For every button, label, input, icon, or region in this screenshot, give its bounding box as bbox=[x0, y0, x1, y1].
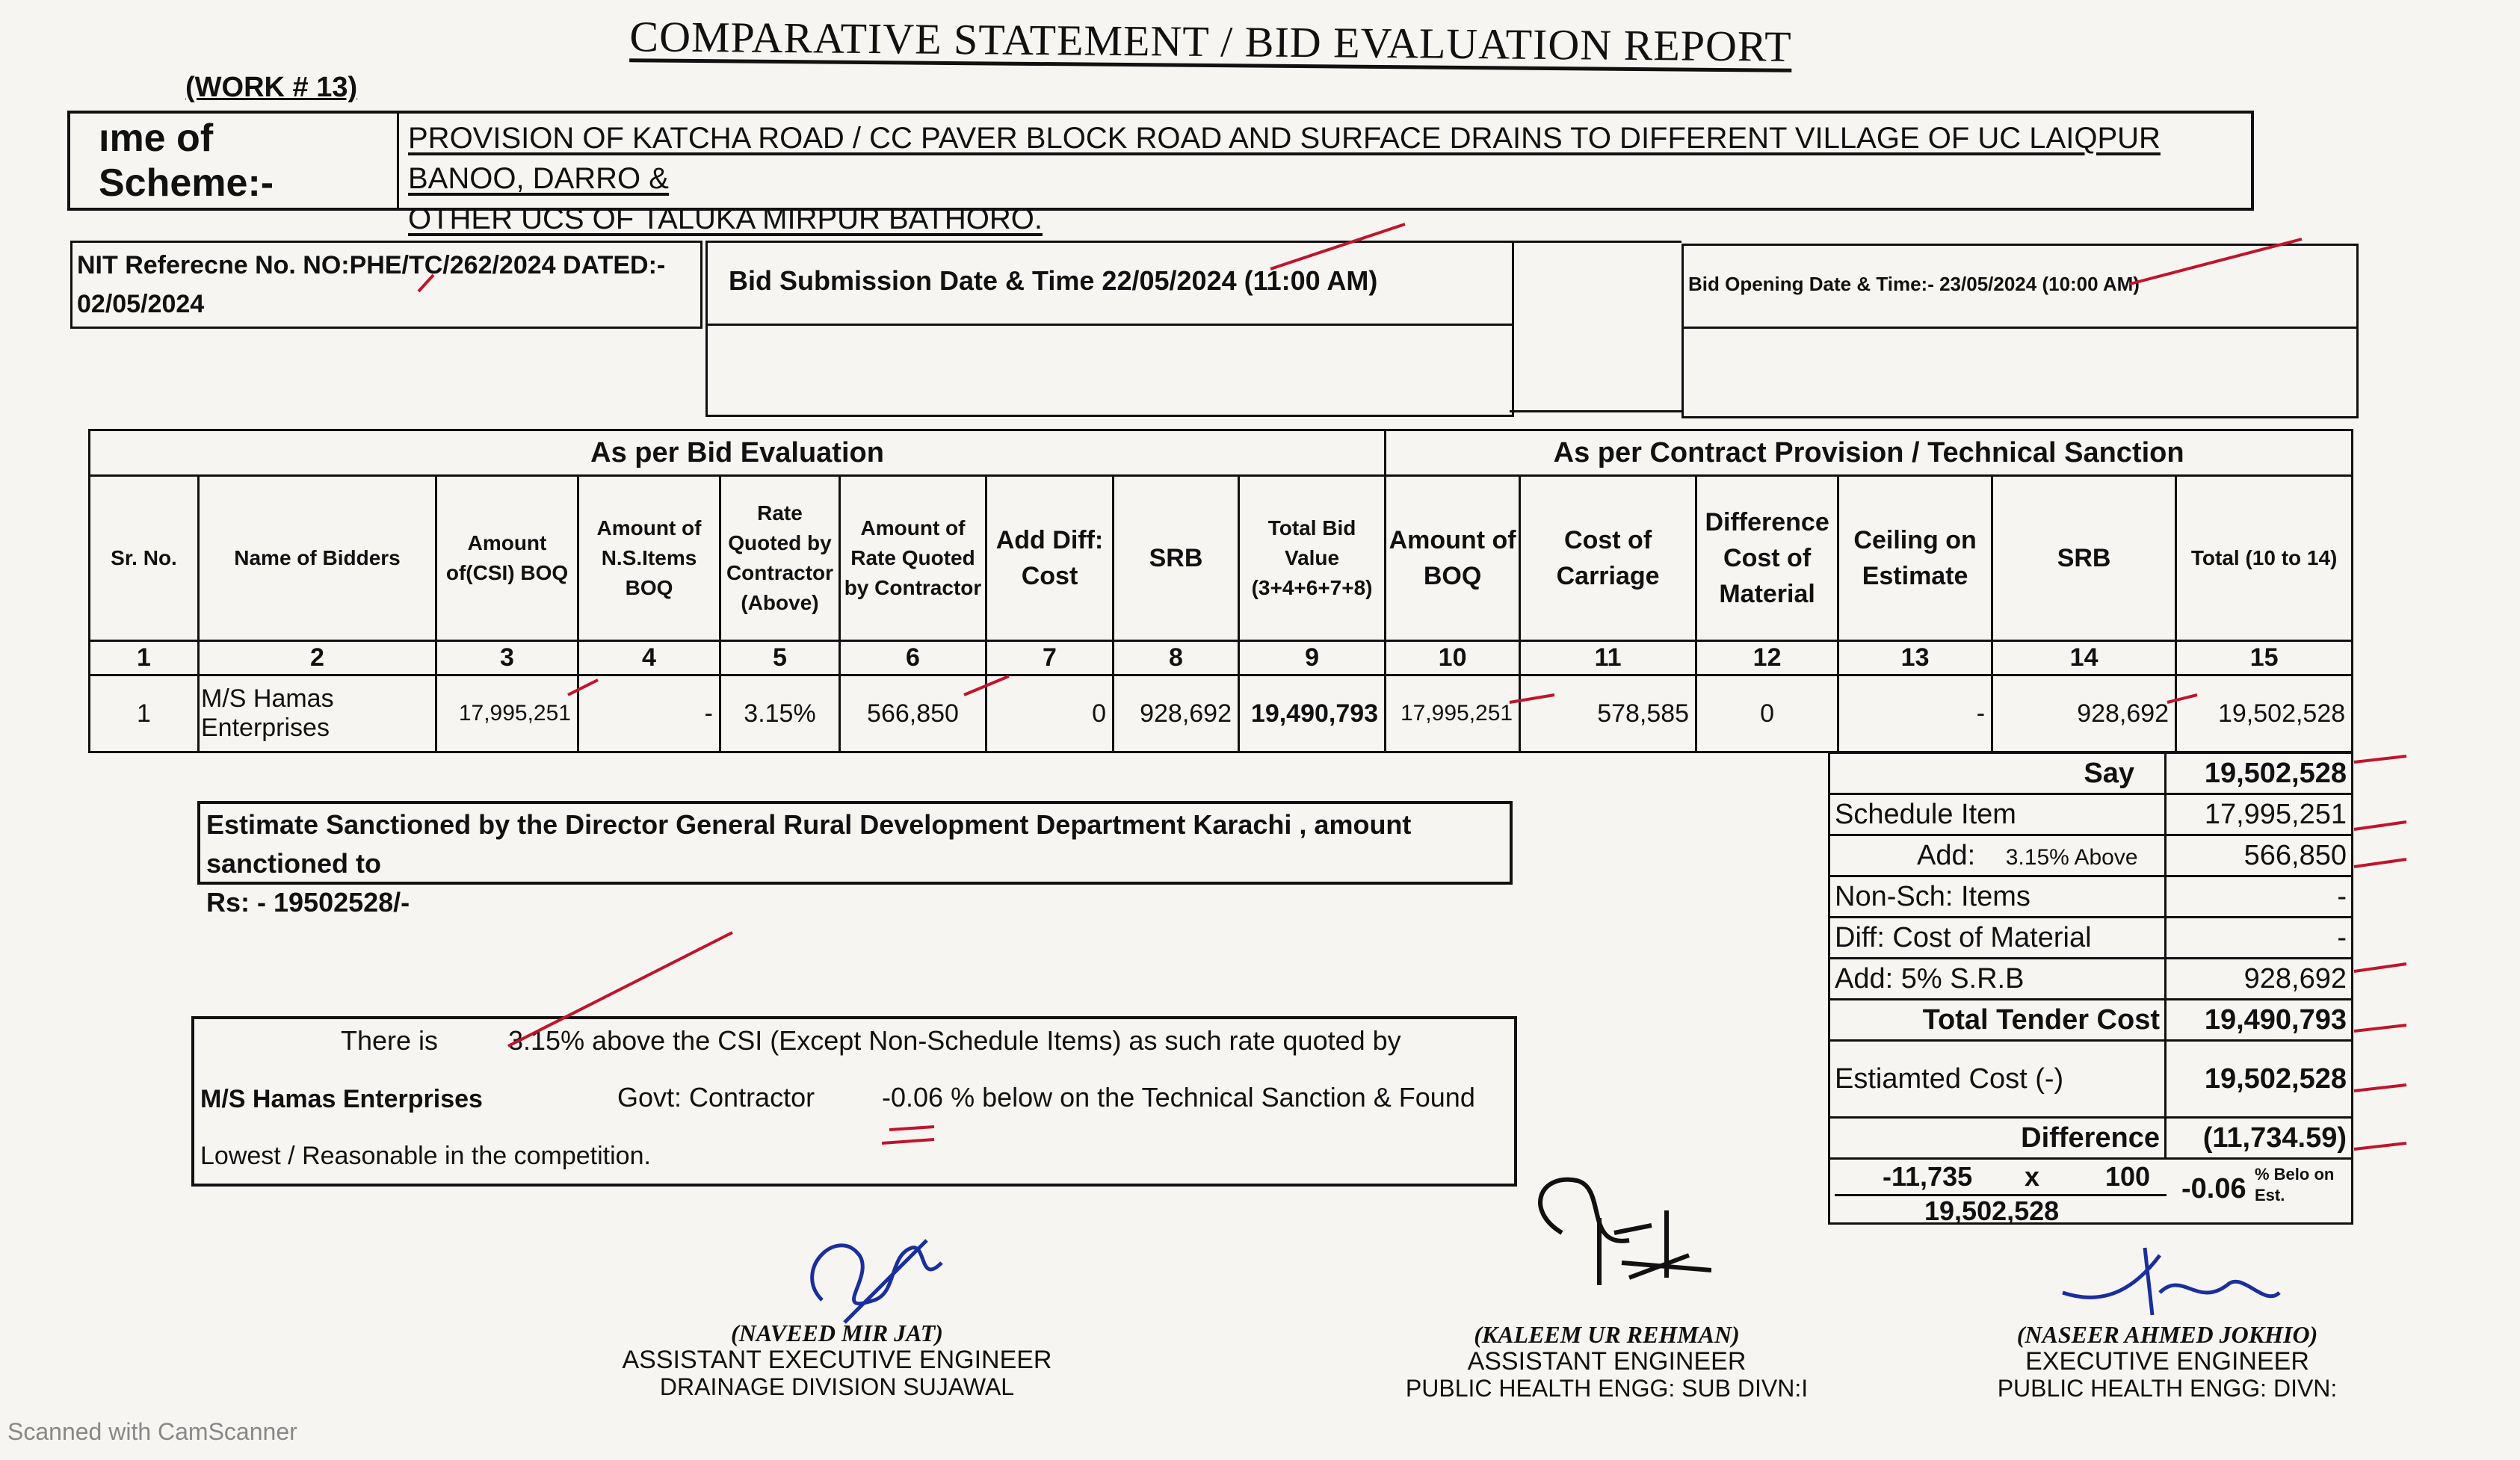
diff-material-value: - bbox=[2166, 918, 2353, 959]
signatory-office: DRAINAGE DIVISION SUJAWAL bbox=[659, 1373, 1015, 1400]
col-number: 13 bbox=[1838, 641, 1992, 675]
sanction-line-1: Estimate Sanctioned by the Director General Rural Development Department Karachi , amount sanctioned to bbox=[206, 809, 1412, 879]
calc-unit-line-1: % Belo on bbox=[2255, 1165, 2335, 1184]
nit-line-2: 02/05/2024 bbox=[77, 290, 205, 318]
signatory-name: (NAVEED MIR JAT) bbox=[731, 1320, 943, 1346]
bid-opening-date: Bid Opening Date & Time:- 23/05/2024 (10:00 AM) bbox=[1688, 273, 2140, 295]
add-rate: 3.15% Above bbox=[2005, 844, 2138, 870]
cell-ceiling: - bbox=[1838, 675, 1992, 752]
srb-value: 928,692 bbox=[2166, 959, 2353, 1000]
non-sch-label: Non-Sch: Items bbox=[1829, 876, 2166, 918]
col-number: 9 bbox=[1239, 641, 1386, 675]
signatory-name: (NASEER AHMED JOKHIO) bbox=[2016, 1321, 2318, 1348]
col-header: Total (10 to 14) bbox=[2176, 476, 2353, 641]
schedule-item-value: 17,995,251 bbox=[2166, 794, 2353, 835]
statement-line-1-rest: above the CSI (Except Non-Schedule Items) as such rate quoted by bbox=[584, 1025, 1401, 1056]
col-number: 8 bbox=[1114, 641, 1239, 675]
non-sch-value: - bbox=[2166, 876, 2353, 918]
bidder-line-2: Enterprises bbox=[201, 714, 330, 742]
diff-material-label: Diff: Cost of Material bbox=[1829, 918, 2166, 959]
calc-hundred: 100 bbox=[2105, 1161, 2151, 1192]
difference-label: Difference bbox=[1829, 1118, 2166, 1159]
total-tender-label: Total Tender Cost bbox=[1829, 1000, 2166, 1041]
cell-diff-cost: 0 bbox=[986, 675, 1114, 752]
col-number: 6 bbox=[840, 641, 986, 675]
col-header: Total Bid Value (3+4+6+7+8) bbox=[1239, 476, 1386, 641]
bidder-line-1: M/S Hamas bbox=[201, 684, 334, 713]
col-number: 2 bbox=[199, 641, 436, 675]
nit-line-1: NIT Referecne No. NO:PHE/TC/262/2024 DATED:- bbox=[77, 251, 666, 279]
say-label: Say bbox=[1829, 753, 2166, 794]
col-number: 11 bbox=[1520, 641, 1696, 675]
calc-denominator: 19,502,528 bbox=[1924, 1195, 2060, 1226]
col-header: SRB bbox=[1114, 476, 1239, 641]
scanner-watermark: Scanned with CamScanner bbox=[7, 1418, 297, 1445]
add-label: Add: bbox=[1917, 839, 1976, 871]
cell-rate: 3.15% bbox=[720, 675, 840, 752]
col-header: Amount of(CSI) BOQ bbox=[436, 476, 578, 641]
calc-multiply: x bbox=[2025, 1161, 2040, 1192]
col-number: 4 bbox=[578, 641, 720, 675]
col-number: 12 bbox=[1696, 641, 1838, 675]
col-header: Cost of Carriage bbox=[1520, 476, 1696, 641]
col-header: Difference Cost of Material bbox=[1696, 476, 1838, 641]
signatory-title: ASSISTANT EXECUTIVE ENGINEER bbox=[622, 1346, 1052, 1374]
estimated-cost-label: Estiamted Cost (-) bbox=[1829, 1041, 2166, 1118]
signatory-name: (KALEEM UR REHMAN) bbox=[1474, 1321, 1740, 1348]
col-number: 10 bbox=[1386, 641, 1520, 675]
add-rate-value: 566,850 bbox=[2166, 835, 2353, 876]
col-number: 14 bbox=[1992, 641, 2176, 675]
col-number: 1 bbox=[90, 641, 199, 675]
signatory-office: PUBLIC HEALTH ENGG: SUB DIVN:I bbox=[1405, 1375, 1809, 1402]
scheme-label: ıme of Scheme:- bbox=[70, 114, 399, 208]
col-header: Ceiling on Estimate bbox=[1838, 476, 1992, 641]
estimated-cost-value: 19,502,528 bbox=[2166, 1041, 2353, 1118]
signatory-title: ASSISTANT ENGINEER bbox=[1467, 1347, 1747, 1376]
cell-csi: 17,995,251 bbox=[436, 675, 578, 752]
cell-diff-material: 0 bbox=[1696, 675, 1838, 752]
statement-line-3: Lowest / Reasonable in the competition. bbox=[200, 1142, 651, 1170]
statement-there-is: There is bbox=[341, 1025, 439, 1056]
sanction-line-2: Rs: - 19502528/- bbox=[206, 887, 410, 918]
say-value: 19,502,528 bbox=[2166, 753, 2353, 794]
cell-ns-items: - bbox=[578, 675, 720, 752]
report-title: COMPARATIVE STATEMENT / BID EVALUATION REPORT bbox=[629, 12, 1792, 71]
col-header: Add Diff: Cost bbox=[986, 476, 1114, 641]
col-header: Sr. No. bbox=[90, 476, 199, 641]
col-header: Amount of N.S.Items BOQ bbox=[578, 476, 720, 641]
cell-srb: 928,692 bbox=[1114, 675, 1239, 752]
cell-total: 19,502,528 bbox=[2176, 675, 2353, 752]
cell-rate-amount: 566,850 bbox=[840, 675, 986, 752]
col-number: 3 bbox=[436, 641, 578, 675]
schedule-item-label: Schedule Item bbox=[1829, 794, 2166, 835]
difference-value: (11,734.59) bbox=[2166, 1118, 2353, 1159]
col-header: Rate Quoted by Contractor (Above) bbox=[720, 476, 840, 641]
col-number: 7 bbox=[986, 641, 1114, 675]
statement-govt: Govt: Contractor bbox=[617, 1082, 815, 1113]
cell-carriage: 578,585 bbox=[1520, 675, 1696, 752]
statement-rate: 3.15% bbox=[508, 1025, 585, 1056]
signatory-office: PUBLIC HEALTH ENGG: DIVN: bbox=[1997, 1375, 2338, 1402]
cell-boq: 17,995,251 bbox=[1386, 675, 1520, 752]
col-header: Amount of Rate Quoted by Contractor bbox=[840, 476, 986, 641]
work-number: (WORK # 13) bbox=[185, 72, 358, 103]
cell-total-bid: 19,490,793 bbox=[1239, 675, 1386, 752]
col-header: Amount of BOQ bbox=[1386, 476, 1520, 641]
col-header: SRB bbox=[1992, 476, 2176, 641]
col-number: 15 bbox=[2176, 641, 2353, 675]
group-header-bid: As per Bid Evaluation bbox=[90, 430, 1386, 476]
total-tender-value: 19,490,793 bbox=[2166, 1000, 2353, 1041]
bid-submission-date: Bid Submission Date & Time 22/05/2024 (11:00 AM) bbox=[729, 265, 1378, 296]
cell-srb-2: 928,692 bbox=[1992, 675, 2176, 752]
calc-numerator: -11,735 bbox=[1883, 1161, 1973, 1192]
calc-unit-line-2: Est. bbox=[2255, 1186, 2285, 1204]
col-header: Name of Bidders bbox=[199, 476, 436, 641]
statement-pct: -0.06 bbox=[882, 1082, 944, 1113]
signatory-title: EXECUTIVE ENGINEER bbox=[2025, 1347, 2309, 1376]
srb-label: Add: 5% S.R.B bbox=[1829, 959, 2166, 1000]
scheme-line-2: OTHER UCS OF TALUKA MIRPUR BATHORO. bbox=[408, 202, 1043, 235]
statement-line-2-rest: % below on the Technical Sanction & Found bbox=[943, 1082, 1475, 1113]
cell-sr: 1 bbox=[90, 675, 199, 752]
col-number: 5 bbox=[720, 641, 840, 675]
group-header-contract: As per Contract Provision / Technical Sanction bbox=[1386, 430, 2353, 476]
calc-result: -0.06 bbox=[2181, 1173, 2246, 1204]
statement-firm: M/S Hamas Enterprises bbox=[200, 1085, 483, 1113]
scheme-line-1: PROVISION OF KATCHA ROAD / CC PAVER BLOCK ROAD AND SURFACE DRAINS TO DIFFERENT VILLAGE OF UC LAIQPUR BANOO, DARRO & bbox=[408, 122, 2161, 195]
